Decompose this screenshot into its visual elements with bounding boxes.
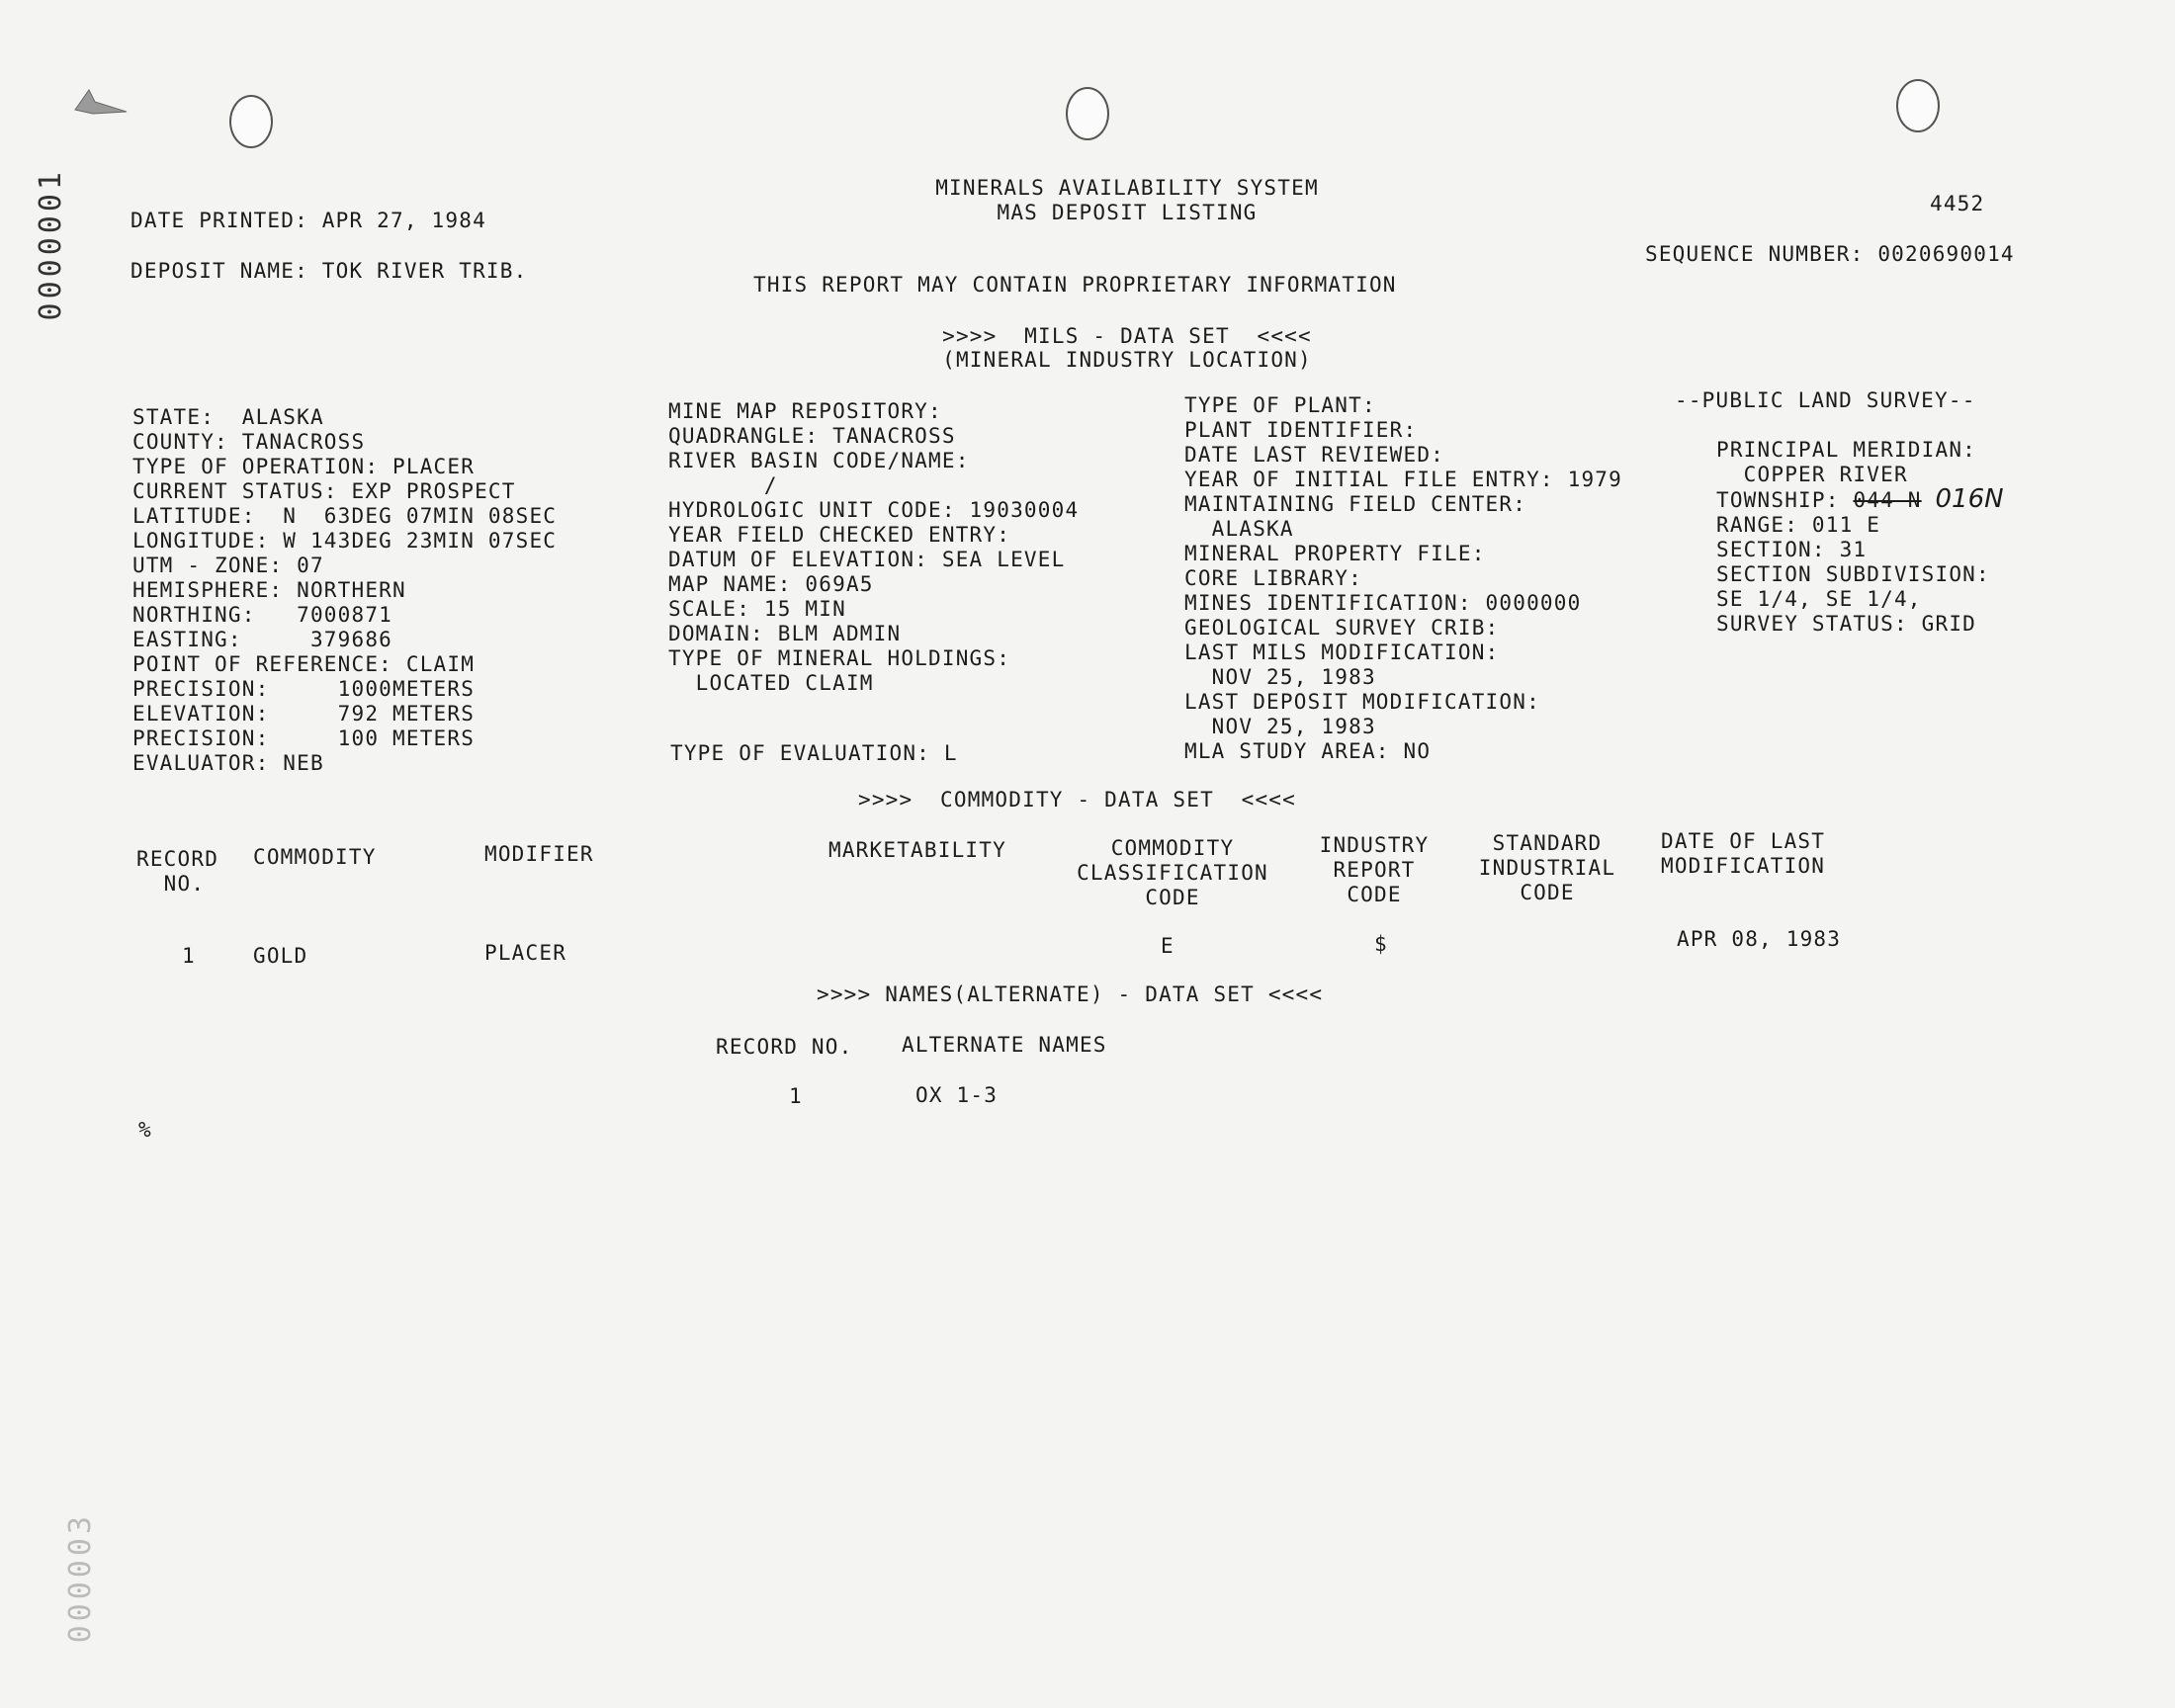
field-line: SE 1/4, SE 1/4,: [1716, 587, 1922, 611]
header-modifier: MODIFIER: [484, 842, 594, 866]
field-line: LONGITUDE: W 143DEG 23MIN 07SEC: [132, 529, 558, 553]
sequence-number: SEQUENCE NUMBER: 0020690014: [1645, 242, 2015, 266]
deposit-name: DEPOSIT NAME: TOK RIVER TRIB.: [130, 259, 528, 283]
field-line: POINT OF REFERENCE: CLAIM: [132, 652, 476, 676]
row-industry: $: [1374, 932, 1388, 956]
row-record: 1: [182, 944, 196, 968]
type-of-evaluation: TYPE OF EVALUATION: L: [670, 741, 958, 765]
names-header-record: RECORD NO.: [716, 1035, 853, 1059]
field-line: CURRENT STATUS: EXP PROSPECT: [132, 479, 516, 503]
field-line: RANGE: 011 E: [1716, 513, 1881, 537]
field-line: LOCATED CLAIM: [668, 671, 874, 695]
field-line: SECTION: 31: [1716, 538, 1868, 561]
names-row-record: 1: [789, 1084, 803, 1108]
header-industry: INDUSTRY REPORT CODE: [1319, 833, 1430, 906]
location-column: [132, 405, 557, 776]
page-number: 4452: [1930, 192, 1985, 215]
field-line: MINERAL PROPERTY FILE:: [1184, 542, 1486, 565]
header-marketability: MARKETABILITY: [828, 838, 1006, 862]
field-line: QUADRANGLE: TANACROSS: [668, 424, 956, 448]
field-line: ALASKA: [1184, 517, 1294, 541]
header-record: RECORD NO.: [136, 847, 219, 896]
proprietary-notice: THIS REPORT MAY CONTAIN PROPRIETARY INFORMATION: [753, 273, 1397, 297]
township-label: TOWNSHIP:: [1716, 488, 1854, 512]
field-line: EASTING: 379686: [132, 628, 393, 651]
field-line: PRECISION: 100 METERS: [132, 726, 476, 750]
map-column: [668, 399, 1079, 696]
field-line: PRECISION: 1000METERS: [132, 677, 476, 701]
field-line: STATE: ALASKA: [132, 405, 324, 429]
names-section-title: >>>> NAMES(ALTERNATE) - DATA SET <<<<: [817, 982, 1324, 1006]
field-line: /: [668, 473, 778, 497]
field-line: COPPER RIVER: [1716, 463, 1908, 486]
margin-document-number: 0000001: [34, 168, 68, 321]
field-line: YEAR FIELD CHECKED ENTRY:: [668, 523, 1011, 547]
township-struck-value: 044 N: [1853, 488, 1922, 512]
field-line: MINE MAP REPOSITORY:: [668, 399, 942, 423]
field-line: LATITUDE: N 63DEG 07MIN 08SEC: [132, 504, 558, 528]
torn-corner-mark: [73, 84, 129, 118]
punch-hole-center: [1066, 87, 1109, 140]
header-commodity: COMMODITY: [253, 845, 377, 869]
field-line: MAP NAME: 069A5: [668, 572, 874, 596]
field-line: SECTION SUBDIVISION:: [1716, 562, 1990, 586]
row-date: APR 08, 1983: [1677, 927, 1842, 951]
names-row-name: OX 1-3: [915, 1083, 999, 1107]
punch-hole-left: [229, 95, 273, 148]
township-handwritten-value: 016N: [1935, 484, 2004, 514]
field-line: UTM - ZONE: 07: [132, 554, 324, 577]
field-line: GEOLOGICAL SURVEY CRIB:: [1184, 616, 1500, 640]
margin-page-number: 000003: [63, 1512, 98, 1644]
field-line: NOV 25, 1983: [1184, 715, 1376, 738]
field-line: CORE LIBRARY:: [1184, 566, 1362, 590]
field-line: EVALUATOR: NEB: [132, 751, 324, 775]
end-mark: %: [138, 1118, 152, 1142]
field-line: NOV 25, 1983: [1184, 665, 1376, 689]
field-line: RIVER BASIN CODE/NAME:: [668, 449, 970, 472]
field-line: LAST DEPOSIT MODIFICATION:: [1184, 690, 1540, 714]
mils-section-subtitle: (MINERAL INDUSTRY LOCATION): [942, 348, 1312, 372]
field-line: NORTHING: 7000871: [132, 603, 393, 627]
field-line: MINES IDENTIFICATION: 0000000: [1184, 591, 1582, 615]
field-line: YEAR OF INITIAL FILE ENTRY: 1979: [1184, 468, 1622, 491]
mils-section-title: >>>> MILS - DATA SET <<<<: [942, 324, 1312, 348]
field-line: COUNTY: TANACROSS: [132, 430, 366, 454]
field-line: TYPE OF MINERAL HOLDINGS:: [668, 646, 1011, 670]
field-line: SURVEY STATUS: GRID: [1716, 612, 1977, 636]
field-line: DATE LAST REVIEWED:: [1184, 443, 1445, 467]
field-line: PLANT IDENTIFIER:: [1184, 418, 1418, 442]
township-line: [1716, 484, 2004, 514]
field-line: PRINCIPAL MERIDIAN:: [1716, 438, 1977, 462]
listing-title: MAS DEPOSIT LISTING: [997, 201, 1258, 224]
row-commodity: GOLD: [253, 944, 308, 968]
land-survey-column: [1716, 438, 2004, 637]
row-classification: E: [1161, 934, 1174, 958]
header-classification: COMMODITY CLASSIFICATION CODE: [1077, 836, 1268, 909]
punch-hole-right: [1896, 79, 1940, 132]
date-printed: DATE PRINTED: APR 27, 1984: [130, 209, 486, 232]
row-modifier: PLACER: [484, 941, 567, 965]
field-line: TYPE OF PLANT:: [1184, 393, 1376, 417]
plant-column: [1184, 393, 1622, 764]
header-date: DATE OF LAST MODIFICATION: [1661, 829, 1826, 878]
field-line: TYPE OF OPERATION: PLACER: [132, 455, 476, 478]
field-line: LAST MILS MODIFICATION:: [1184, 640, 1500, 664]
field-line: MLA STUDY AREA: NO: [1184, 739, 1432, 763]
field-line: MAINTAINING FIELD CENTER:: [1184, 492, 1527, 516]
field-line: ELEVATION: 792 METERS: [132, 702, 476, 726]
header-standard: STANDARD INDUSTRIAL CODE: [1478, 831, 1616, 904]
system-title: MINERALS AVAILABILITY SYSTEM: [935, 176, 1319, 200]
public-land-survey-title: --PUBLIC LAND SURVEY--: [1675, 388, 1976, 412]
field-line: HYDROLOGIC UNIT CODE: 19030004: [668, 498, 1080, 522]
commodity-section-title: >>>> COMMODITY - DATA SET <<<<: [858, 788, 1296, 811]
field-line: SCALE: 15 MIN: [668, 597, 846, 621]
names-header-alternate: ALTERNATE NAMES: [902, 1033, 1107, 1057]
field-line: HEMISPHERE: NORTHERN: [132, 578, 406, 602]
field-line: DOMAIN: BLM ADMIN: [668, 622, 902, 645]
field-line: DATUM OF ELEVATION: SEA LEVEL: [668, 548, 1066, 571]
